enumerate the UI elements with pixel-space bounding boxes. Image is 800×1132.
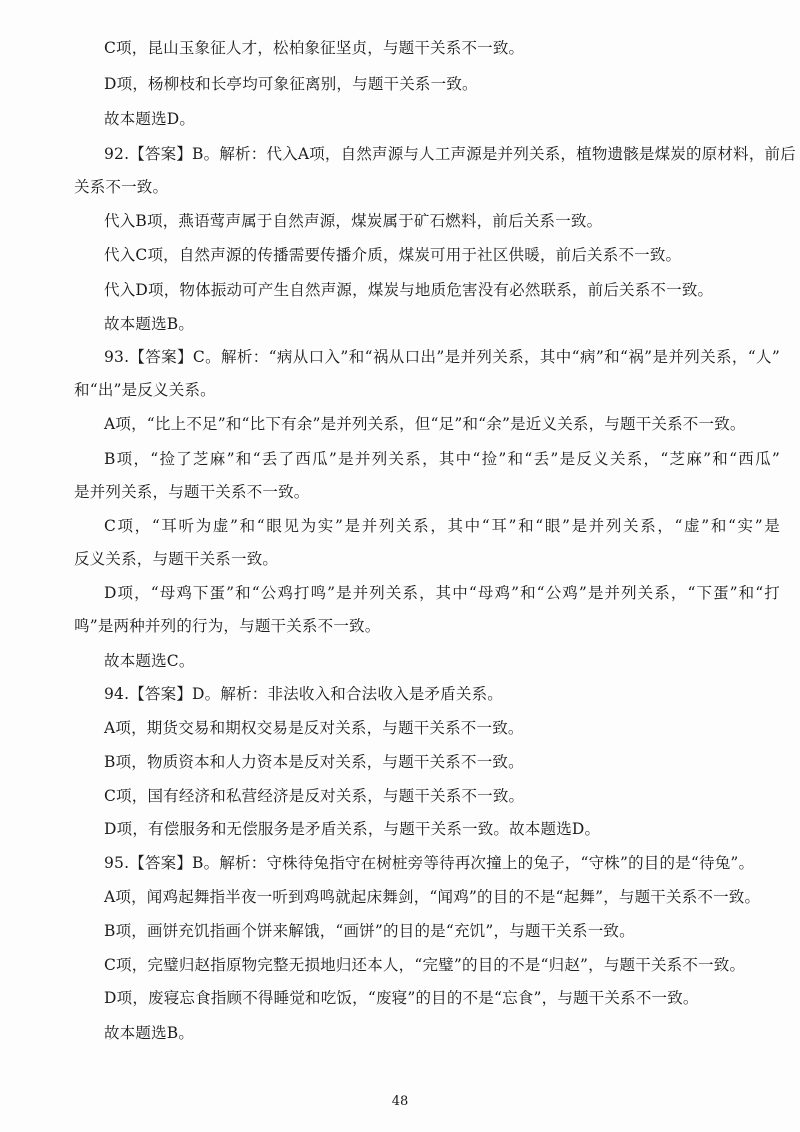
text-line: 和“出”是反义关系。 bbox=[74, 381, 216, 399]
text-line: D项，“母鸡下蛋”和“公鸡打鸣”是并列关系，其中“母鸡”和“公鸡”是并列关系，“下蛋”和“打 bbox=[104, 584, 780, 602]
text-line: 故本题选C。 bbox=[104, 652, 195, 670]
text-line: A项，期货交易和期权交易是反对关系，与题干关系不一致。 bbox=[104, 719, 524, 737]
text-line: 故本题选D。 bbox=[104, 110, 196, 128]
text-line: C项，昆山玉象征人才，松柏象征坚贞，与题干关系不一致。 bbox=[104, 39, 525, 57]
text-line: 关系不一致。 bbox=[74, 178, 169, 196]
text-line: B项，“捡了芝麻”和“丢了西瓜”是并列关系，其中“捡”和“丢”是反义关系，“芝麻”和“西瓜” bbox=[104, 450, 780, 468]
text-line: 反义关系，与题干关系一致。 bbox=[74, 550, 279, 568]
text-line: 是并列关系，与题干关系不一致。 bbox=[74, 483, 310, 501]
text-line: C项，“耳听为虚”和“眼见为实”是并列关系，其中“耳”和“眼”是并列关系，“虚”和“实”是 bbox=[104, 517, 780, 535]
text-line: B项，画饼充饥指画个饼来解饿，“画饼”的目的是“充饥”，与题干关系一致。 bbox=[104, 922, 635, 940]
text-line: C项，国有经济和私营经济是反对关系，与题干关系不一致。 bbox=[104, 787, 525, 805]
text-line: 故本题选B。 bbox=[104, 315, 195, 333]
text-line: 鸣”是两种并列的行为，与题干关系不一致。 bbox=[74, 617, 381, 635]
text-line: 故本题选B。 bbox=[104, 1024, 195, 1042]
text-line: 代入C项，自然声源的传播需要传播介质，煤炭可用于社区供暖，前后关系不一致。 bbox=[104, 246, 682, 264]
text-line: B项，物质资本和人力资本是反对关系，与题干关系不一致。 bbox=[104, 753, 524, 771]
text-line: 94.【答案】D。解析：非法收入和合法收入是矛盾关系。 bbox=[104, 685, 503, 703]
text-line: C项，完璧归赵指原物完整无损地归还本人，“完璧”的目的不是“归赵”，与题干关系不一致。 bbox=[104, 956, 746, 974]
text-line: A项，闻鸡起舞指半夜一听到鸡鸣就起床舞剑，“闻鸡”的目的不是“起舞”，与题干关系不一致。 bbox=[104, 888, 761, 906]
text-line: 代入D项，物体振动可产生自然声源，煤炭与地质危害没有必然联系，前后关系不一致。 bbox=[104, 281, 714, 299]
text-line: D项，有偿服务和无偿服务是矛盾关系，与题干关系一致。故本题选D。 bbox=[104, 820, 601, 838]
text-line: 93.【答案】C。解析：“病从口入”和“祸从口出”是并列关系，其中“病”和“祸”是并列关系，“人” bbox=[104, 348, 780, 366]
text-line: D项，废寝忘食指顾不得睡觉和吃饭，“废寝”的目的不是“忘食”，与题干关系不一致。 bbox=[104, 989, 699, 1007]
text-line: 代入B项，燕语莺声属于自然声源，煤炭属于矿石燃料，前后关系一致。 bbox=[104, 212, 603, 230]
text-line: A项，“比上不足”和“比下有余”是并列关系，但“足”和“余”是近义关系，与题干关系不一致。 bbox=[104, 415, 746, 433]
text-line: D项，杨柳枝和长亭均可象征离别，与题干关系一致。 bbox=[104, 75, 478, 93]
page-number: 48 bbox=[391, 1094, 409, 1109]
text-line: 92.【答案】B。解析：代入A项，自然声源与人工声源是并列关系，植物遗骸是煤炭的原材料，前后 bbox=[104, 145, 796, 163]
text-line: 95.【答案】B。解析：守株待兔指守在树桩旁等待再次撞上的兔子，“守株”的目的是“待兔”。 bbox=[104, 854, 755, 872]
